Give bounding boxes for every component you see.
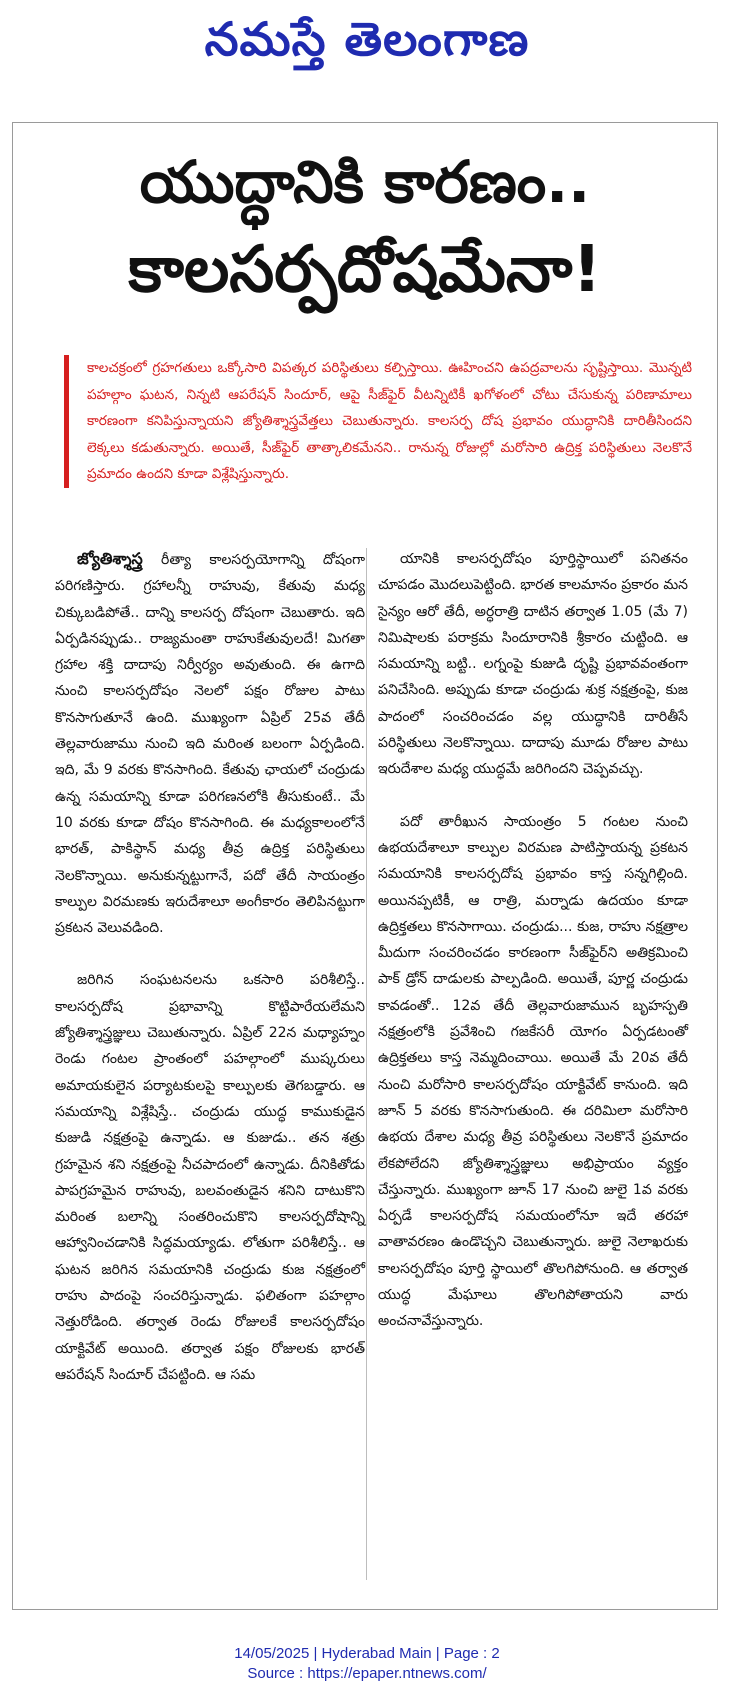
footer-edition-info: 14/05/2025 | Hyderabad Main | Page : 2 <box>234 1645 500 1662</box>
article-intro: కాలచక్రంలో గ్రహగతులు ఒక్కోసారి విపత్కర పరిస్థితులు కల్పిస్తాయి. ఊహించని ఉపద్రవాలను సృష్టిస్తాయి. మొన్నటి పహల్గాం ఘటన, నిన్నటి ఆపరేషన్ సిందూర్, ఆపై సీజ్‌ఫైర్ వీటన్నిటికీ ఖగోళంలో చోటు చేసుకున్న పరిణామాలు కారణంగా కనిపిస్తున్నాయని జ్యోతిశ్శాస్త్రవేత్తలు చెబుతున్నారు. కాలసర్ప దోష ప్రభావం యుద్ధానికి దారితీసిందని లెక్కలు కడుతున్నారు. అయితే, సీజ్‌ఫైర్ తాత్కాలికమేనని.. రానున్న రోజుల్లో మరోసారి ఉద్రిక్త పరిస్థితులు నెలకొనే ప్రమాదం ఉందని కూడా విశ్లేషిస్తున్నారు. <box>64 355 692 488</box>
headline-line-1: యుద్ధానికి కారణం.. <box>139 148 591 216</box>
article-headline <box>12 140 718 316</box>
paragraph: పదో తారీఖున సాయంత్రం 5 గంటల నుంచి ఉభయదేశాలూ కాల్పుల విరమణ పాటిస్తాయన్న ప్రకటన సమయానికి కాలసర్పదోష ప్రభావం కాస్త సన్నగిల్లింది. అయినప్పటికీ, ఆ రాత్రి, మర్నాడు ఉదయం కూడా ఉద్రిక్తతలు కొనసాగాయి. చంద్రుడు... కుజ, రాహు నక్షత్రాల మీదుగా సంచరించడం కారణంగా సీజ్‌ఫైర్‌ని అతిక్రమించి పాక్ డ్రోన్ దాడులకు పాల్పడింది. అయితే, పూర్ణ చంద్రుడు కావడంతో.. 12వ తేదీ తెల్లవారుజామున బృహస్పతి నక్షత్రంలోకి ప్రవేశించి గజకేసరీ యోగం ఏర్పడటంతో ఉద్రిక్తతలు కాస్త నెమ్మదించాయి. అయితే మే 20వ తేదీ నుంచి మరోసారి కాలసర్పదోషం యాక్టివేట్ కానుంది. ఇది జూన్ 5 వరకు కొనసాగుతుంది. ఈ దరిమిలా మరోసారి ఉభయ దేశాల మధ్య తీవ్ర పరిస్థితులు నెలకొనే ప్రమాదం లేకపోలేదని జ్యోతిశ్శాస్త్రజ్ఞులు అభిప్రాయం వ్యక్తం చేస్తున్నారు. ముఖ్యంగా జూన్ 17 నుంచి జులై 1వ వరకు ఏర్పడే కాలసర్పదోష సమయంలోనూ ఇదే తరహా వాతావరణం ఉండొచ్చని చెబుతున్నారు. జులై నెలాఖరుకు కాలసర్పదోషం పూర్తి స్థాయిలో తొలగిపోనుంది. ఆ తర్వాత యుద్ధ మేఘాలు తొలగిపోతాయని వారు అంచనావేస్తున్నారు. <box>378 813 688 1330</box>
article-column-right <box>378 546 688 1335</box>
column-divider <box>366 548 367 1580</box>
paragraph <box>55 546 365 941</box>
paragraph: యానికి కాలసర్పదోషం పూర్తిస్థాయిలో పనితనం చూపడం మొదలుపెట్టింది. భారత కాలమానం ప్రకారం మన సైన్యం ఆరో తేదీ, అర్ధరాత్రి దాటిన తర్వాత 1.05 (మే 7) నిమిషాలకు పరాక్రమ సిందూరానికి శ్రీకారం చుట్టింది. ఆ సమయాన్ని బట్టి.. లగ్నంపై కుజుడి దృష్టి ప్రభావవంతంగా పనిచేసింది. అప్పుడు కూడా చంద్రుడు శుక్ర నక్షత్రంపై, కుజ పాదంలో సంచరించడం వల్ల యుద్ధానికి దారితీసే పరిస్థితులు నెలకొన్నాయి. దాదాపు మూడు రోజుల పాటు ఇరుదేశాల మధ్య యుద్ధమే జరిగిందని చెప్పవచ్చు. <box>378 551 688 778</box>
paragraph: జరిగిన సంఘటనలను ఒకసారి పరిశీలిస్తే.. కాలసర్పదోష ప్రభావాన్ని కొట్టిపారేయలేమని జ్యోతిశ్శాస్త్రజ్ఞులు చెబుతున్నారు. ఏప్రిల్ 22న మధ్యాహ్నం రెండు గంటల ప్రాంతంలో పహల్గాంలో ముష్కరులు అమాయకులైన పర్యాటకులపై కాల్పులకు తెగబడ్డారు. ఆ సమయాన్ని విశ్లేషిస్తే.. చంద్రుడు యుద్ధ కాముకుడైన కుజుడి నక్షత్రంపై ఉన్నాడు. ఆ కుజుడు.. తన శత్రు గ్రహమైన శని నక్షత్రంపై నీచపాదంలో ఉన్నాడు. దీనికితోడు పాపగ్రహమైన రాహువు, బలవంతుడైన శనిని దాటుకొని మరింత బలాన్ని సంతరించుకొని కాలసర్పదోషాన్ని ఆహ్వానించడానికి సిద్ధమయ్యాడు. లోతుగా పరిశీలిస్తే.. ఆ ఘటన జరిగిన సమయానికి చంద్రుడు కుజ నక్షత్రంలో రాహు పాదంపై సంచరిస్తున్నాడు. ఫలితంగా పహల్గాం నెత్తురోడింది. తర్వాత రెండు రోజులకే కాలసర్పదోషం యాక్టివేట్ అయింది. తర్వాత పక్షం రోజులకు భారత్ ఆపరేషన్ సిందూర్ చేపట్టింది. ఆ సమ <box>55 972 365 1383</box>
article-column-left <box>55 546 365 1388</box>
lead-word: జ్యోతిశ్శాస్త్ర <box>77 549 143 568</box>
footer-source-link[interactable]: Source : https://epaper.ntnews.com/ <box>247 1665 487 1682</box>
headline-line-2: కాలసర్పదోషమేనా! <box>128 233 602 307</box>
newspaper-masthead: నమస్తే తెలంగాణ <box>204 12 530 66</box>
paragraph-text: రీత్యా కాలసర్పయోగాన్ని దోషంగా పరిగణిస్తారు. గ్రహాలన్నీ రాహువు, కేతువు మధ్య చిక్కుబడిపోతే.. దాన్ని కాలసర్ప దోషంగా చెబుతారు. ఇది ఏర్పడినప్పుడు.. రాజ్యమంతా రాహుకేతువులదే! మిగతా గ్రహాల శక్తి దాదాపు నిర్వీర్యం అవుతుంది. ఈ ఉగాది నుంచి కాలసర్పదోషం నెలలో పక్షం రోజుల పాటు కొనసాగుతూనే ఉంది. ముఖ్యంగా ఏప్రిల్ 25వ తేదీ తెల్లవారుజాము నుంచి ఇది మరింత బలంగా ఏర్పడింది. ఇది, మే 9 వరకు కొనసాగింది. కేతువు ఛాయలో చంద్రుడు ఉన్న సమయాన్ని కూడా పరిగణనలోకి తీసుకుంటే.. మే 10 వరకు కూడా దోషం కొనసాగింది. ఈ మధ్యకాలంలోనే భారత్, పాకిస్థాన్ మధ్య తీవ్ర ఉద్రిక్త పరిస్థితులు నెలకొన్నాయి. అనుకున్నట్టుగానే, పదో తేదీ సాయంత్రం కాల్పుల విరమణకు ఇరుదేశాలూ అంగీకారం తెలిపినట్టుగా ప్రకటన వెలువడింది. <box>55 552 365 937</box>
